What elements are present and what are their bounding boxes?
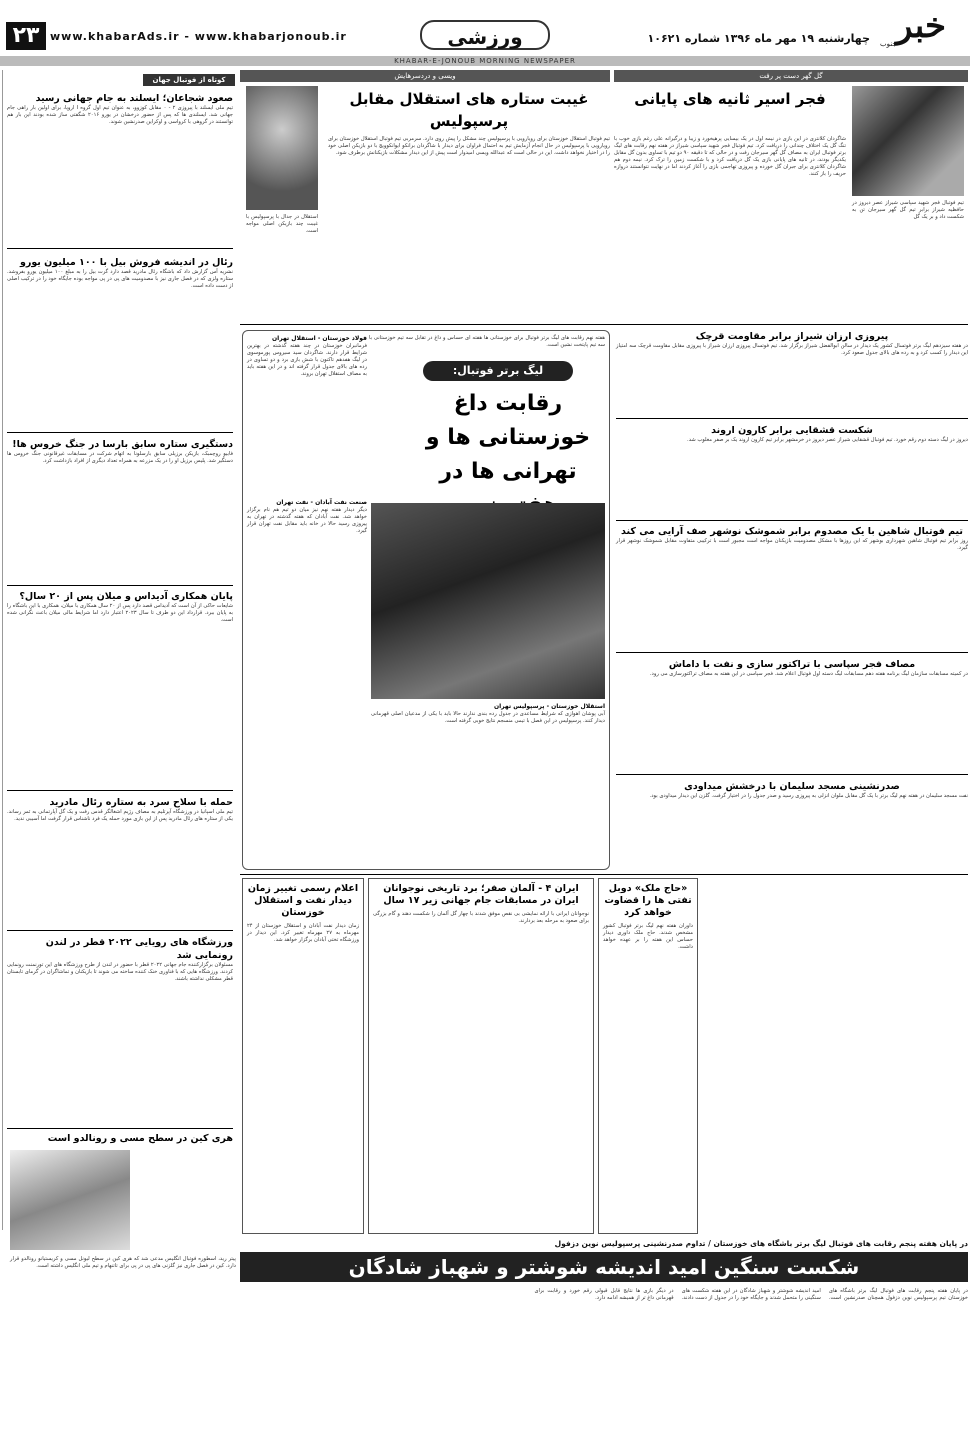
match-photo — [852, 86, 964, 196]
websites[interactable]: www.khabarAds.ir - www.khabarjonoub.ir — [50, 30, 347, 43]
world-item-body: شایعات حاکی از آن است که آدیداس قصد دارد پس از ۲۰ سال همکاری با میلان، همکاری با این باشگاه را به پایان ببرد. قرارداد این دو طرف تا سال ۲۰۲۳ اعتبار دارد اما شرایط مالی میلان باعث نگرانی شده است. — [7, 603, 233, 623]
left-column-kicker: کوتاه از فوتبال جهان — [143, 74, 235, 86]
divider — [7, 1128, 233, 1129]
world-item-body: فابیو روچمبک، بازیکن برزیلی سابق بارسلونا به اتهام شرکت در مسابقات غیرقانونی جنگ خروس ها دستگیر شد. پلیس برزیل او را در یک مزرعه به همراه تعداد دیگری از افراد بازداشت کرد. — [7, 451, 233, 464]
world-item-4 — [7, 590, 233, 760]
story-vispi — [240, 70, 610, 320]
story-body: تیم فوتبال استقلال خوزستان برای رویارویی با پرسپولیس چند مشکل را پیش روی دارد. سرمربی تیم فوتبال استقلال خوزستان برای رویارویی با پرسپولیس در حال انجام آزمایش تیم به احتمال فراوان برای دیدار با شاگردان برانکو ایوانکوویچ با دو بازیکن اصلی خود را در اختیار نخواهد داشت. این در حالی است که عبدالله ویسی امیدوار است پیش از این دیدار مشکلات بازیکنانش برطرف شود. — [328, 136, 610, 156]
photo-caption: استقلال در جدال با پرسپولیس با غیبت چند بازیکن اصلی مواجه است. — [246, 214, 318, 234]
world-item-title: حمله با سلاح سرد به ستاره رئال مادرید — [49, 797, 233, 808]
mini-title: اعلام رسمی تغییر زمان دیدار نفت و استقلال خوزستان — [247, 883, 359, 918]
logo-text: خبر — [895, 6, 947, 46]
world-item-body: تیم ملی ایسلند با پیروزی ۲ - ۰ مقابل کوزوو، به عنوان تیم اول گروه I اروپا، برای اولین بار راهی جام جهانی شد. ایسلندی ها که پس از حضور درخشان در یورو ۲۰۱۶ شگفتی ساز شده بودند این بار هم توانستند در گروهی با کرواسی و اوکراین صدرنشین شوند. — [7, 105, 234, 125]
story-fajr — [614, 70, 968, 320]
divider — [7, 248, 233, 249]
divider — [240, 324, 968, 325]
world-item-title: صعود شجاعان؛ ایسلند به جام جهانی رسید — [35, 93, 233, 104]
world-item-body: مسئولان برگزارکننده جام جهانی ۲۰۲۲ قطر با حضور در لندن از طرح ورزشگاه های این تورنمنت رونمایی کردند. ورزشگاه هایی که با فناوری خنک کننده ساخته می شوند تا بازیکنان و تماشاگران در گرمای تابستان قطر مشکلی نداشته باشند. — [7, 962, 233, 982]
bottom-title: شکست سنگین امید اندیشه شوشتر و شهباز شادگان — [240, 1252, 968, 1282]
bottom-story — [240, 1238, 968, 1434]
logo — [876, 4, 966, 56]
page-number: ۲۳ — [6, 22, 46, 50]
divider — [616, 418, 968, 419]
divider — [7, 790, 233, 791]
lead-intro: هفته نهم رقابت های لیگ برتر فوتبال برای خوزستانی ها هفته ای حساس و داغ در تقابل سه تیم خوزستانی با سه تیم پایتخت نشین است. — [369, 335, 605, 348]
world-item-6 — [7, 936, 233, 1116]
right-item-title: مصاف فجر سپاسی با تراکتور سازی و نفت با داماش — [668, 659, 916, 670]
kane-photo — [10, 1150, 130, 1250]
masthead — [0, 0, 970, 66]
story-body: شاگردان کلانتری در این بازی در نیمه اول در یک بیسایی پرهیخورد و زیبا و درگیرانه علی رغم بازی خوب با تنگ گل یک اختلاف چندانی را دریافت کرد. تیم فوتبال فجر شهید سپاسی شیراز در هفته نهم رقابت های لیگ برتر فوتبال ایران به مصاف گل گهر سیرجان رفت و در حالی که تا دقیقه ۹۰ دو تیم با تساوی بدون گل مقابل یکدیگر بودند، در ثانیه های پایانی بازی یک گل دریافت کرد و با شکست زمین را ترک کرد. نیمه دوم هم شاگردان کلانتری برای جبران گل خورده و پیروزی تهاجمی بازی را آغاز کردند اما در نهایت نتوانستند دروازه حریف را باز کنند. — [614, 136, 846, 177]
lead-sub: فولاد خوزستان - استقلال تهران — [272, 335, 367, 342]
lead-story — [242, 330, 610, 870]
right-item-3 — [616, 526, 968, 646]
kane-body: پیتر رید، اسطوره فوتبال انگلیس مدعی شد که هری کین در سطح لیونل مسی و کریستیانو رونالدو قرار دارد. کین در فصل جاری نیز گلزنی های پی در پی برای تاتنهام و تیم ملی انگلیس داشته است. — [10, 1256, 236, 1269]
mini-box-1 — [598, 878, 698, 1234]
mini-body: زمان دیدار نفت آبادان و استقلال خوزستان از ۲۴ مهرماه به ۲۷ مهرماه تغییر کرد. این دیدار در ورزشگاه تختی آبادان برگزار خواهد شد. — [247, 923, 359, 943]
mini-body: داوران هفته نهم لیگ برتر فوتبال کشور مشخص شدند. حاج ملک داوری دیدار حساس این هفته را بر عهده خواهد داشت. — [603, 923, 693, 950]
right-item-body: در کمیته مسابقات سازمان لیگ برنامه هفته دهم مسابقات لیگ دسته اول فوتبال اعلام شد. فجر سپاسی در این هفته به مصاف تراکتورسازی می رود. — [649, 671, 968, 677]
right-column — [616, 330, 968, 870]
right-item-5 — [616, 780, 968, 868]
world-item-2 — [7, 256, 233, 406]
section-title: ورزشی — [420, 20, 550, 50]
story-kicker: گل گهر دست پر رفت — [614, 70, 968, 82]
banner-strip: KHABAR-E-JONOUB MORNING NEWSPAPER — [0, 56, 970, 66]
lead-body: فرمانبران خوزستان در چند هفته گذشته در بهترین شرایط قرار دارند. شاگردان سید سیروس پورموسوی در لیگ هفدهم تاکنون با شش بازی برد و دو تساوی در رده های بالای جدول قرار گرفته اند و در این هفته باید به مصاف استقلال تهران بروند. — [247, 343, 367, 377]
photo-caption: تیم فوتبال فجر شهید سپاسی شیراز عصر دیروز در حافظیه شیراز برابر تیم گل گهر سیرجان تن به شکست داد و بر یک گل — [852, 200, 964, 220]
right-item-body: نفت مسجد سلیمان در هفته نهم لیگ برتر با یک گل مقابل ملوان انزلی به پیروزی رسید و صدر جدول را در اختیار گرفت. گلزن این دیدار میداودی بود. — [649, 793, 968, 799]
coach-photo — [246, 86, 318, 210]
bottom-body: در پایان هفته پنجم رقابت های فوتبال لیگ برتر باشگاه های خوزستان تیم پرسپولیس نوین دزفول همچنان صدرنشین است. امید اندیشه شوشتر و شهباز شادگان در این هفته شکست های سنگینی را متحمل شدند و جایگاه خود را در جدول از دست دادند. در دیگر بازی ها نتایج قابل قبولی رقم خورد و رقابت برای قهرمانی داغ تر از همیشه ادامه دارد. — [534, 1288, 968, 1301]
story-title: فجر اسیر ثانیه های پایانی — [634, 90, 826, 108]
bottom-kicker: در پایان هفته پنجم رقابت های فوتبال لیگ برتر باشگاه های خوزستان / تداوم صدرنشینی پرسپولیس نوین دزفول — [554, 1239, 968, 1248]
mini-box-2 — [368, 878, 594, 1234]
divider — [240, 874, 968, 875]
world-item-1 — [7, 92, 233, 242]
divider — [7, 432, 233, 433]
right-item-title: شکست قشقایی برابر کارون اروند — [711, 425, 873, 436]
mini-title: «حاج ملک» دوبل تفتی ها را قضاوت خواهد کرد — [604, 883, 692, 918]
right-item-body: روز برابر تیم فوتبال شاهین شهرداری بوشهر که این روزها با مشکل مصدومیت بازیکنان مواجه است مجبور است با ترکیبی متفاوت مقابل شموشک نوشهر قرار گیرد. — [616, 538, 968, 551]
world-item-body: تیم ملی اسپانیا در ورزشگاه آپرتلیم به مصاف رژیم اشغالگر قدس رفت و یک گل آپارتمانی به ثمر رساند. یکی از ستاره های رئال مادرید پس از این بازی مورد حمله یک فرد ناشناس قرار گرفت اما آسیبی ندید. — [7, 809, 233, 822]
logo-subtitle: جنوب — [880, 40, 897, 48]
divider — [7, 930, 233, 931]
world-item-5 — [7, 796, 233, 916]
world-item-body: نشریه آس گزارش داد که باشگاه رئال مادرید قصد دارد گرت بیل را به مبلغ ۱۰۰ میلیون یورو بفروشد. ستاره ولزی که در فصل جاری نیز با مصدومیت های پی در پی مواجه بوده جایگاه خود را در ترکیب اصلی از دست داده است. — [7, 269, 233, 289]
world-item-title: پایان همکاری آدیداس و میلان پس از ۲۰ سال؟ — [19, 591, 233, 602]
world-item-title: رئال در اندیشه فروش بیل با ۱۰۰ میلیون یورو — [19, 257, 233, 268]
right-item-1 — [616, 330, 968, 414]
lead-body: دیگر دیدار هفته نهم نیز میان دو تیم هم نام برگزار خواهد شد. نفت آبادان که هفته گذشته در تهران به پیروزی رسید حالا در خانه باید مقابل نفت تهران قرار گیرد. — [247, 507, 367, 534]
lead-title: رقابت داغ خوزستانی ها و تهرانی ها در — [425, 391, 591, 484]
world-item-3 — [7, 438, 233, 558]
story-kicker: ویسی و دردسرهایش — [240, 70, 610, 82]
mini-box-3 — [242, 878, 364, 1234]
divider — [616, 774, 968, 775]
left-column — [2, 70, 234, 1230]
right-item-body: دیروز در لیگ دسته دوم رقم خورد. تیم فوتبال قشقایی شیراز عصر دیروز در خرمشهر برابر تیم کارون اروند یک بر صفر مغلوب شد. — [687, 437, 968, 443]
divider — [7, 585, 233, 586]
lead-column-right — [371, 703, 605, 867]
right-item-2 — [616, 424, 968, 514]
lead-sub: صنعت نفت آبادان - نفت تهران — [276, 499, 367, 506]
story-title: غیبت ستاره های استقلال مقابل پرسپولیس — [349, 90, 589, 130]
lead-body: آبی پوشان اهوازی که شرایط مساعدی در جدول رده بندی ندارند حالا باید با یکی از مدعیان اصلی قهرمانی دیدار کنند. پرسپولیس در این فصل با تیمی منسجم نتایج خوبی گرفته است. — [371, 711, 605, 724]
lead-sub: استقلال خوزستان - پرسپولیس تهران — [494, 703, 605, 710]
issue-line: چهارشنبه ۱۹ مهر ماه ۱۳۹۶ شماره ۱۰۶۲۱ — [647, 32, 870, 45]
world-item-title: ورزشگاه های رویایی ۲۰۲۲ قطر در لندن رونمایی شد — [45, 937, 233, 961]
right-item-title: تیم فوتبال شاهین با یک مصدوم برابر شموشک نوشهر صف آرایی می کند — [621, 526, 963, 537]
right-item-title: پیروزی ارزان شیراز برابر مقاومت قرچک — [695, 331, 889, 342]
right-item-body: در هفته سیزدهم لیگ برتر فوتسال کشور یک دیدار در سالن ابوالفضل شیراز برگزار شد. تیم فوتسال پیروزی ارزان شیراز با پیروزی مقابل مقاومت قرچک سه امتیاز این دیدار را کسب کرد و به رده های بالای جدول صعود کرد. — [616, 343, 968, 356]
right-item-4 — [616, 658, 968, 768]
right-item-title: صدرنشینی مسجد سلیمان با درخشش میداودی — [684, 781, 900, 792]
lead-kicker: لیگ برتر فوتبال: — [423, 361, 573, 381]
world-item-title: هری کین در سطح مسی و رونالدو است — [47, 1133, 233, 1144]
world-item-title: دستگیری ستاره سابق بارسا در جنگ خروس ها! — [12, 439, 233, 450]
mini-body: نوجوانان ایرانی با ارائه نمایشی بی نقص موفق شدند با چهار گل آلمان را شکست دهند و گام بزرگی برای صعود به مرحله بعد بردارند. — [373, 911, 589, 924]
lead-column-left — [247, 335, 367, 867]
mini-title: ایران ۴ - آلمان صفر؛ برد تاریخی نوجوانان ایران در مسابقات جام جهانی زیر ۱۷ سال — [383, 883, 579, 906]
lead-photo — [371, 503, 605, 699]
divider — [616, 652, 968, 653]
divider — [616, 520, 968, 521]
